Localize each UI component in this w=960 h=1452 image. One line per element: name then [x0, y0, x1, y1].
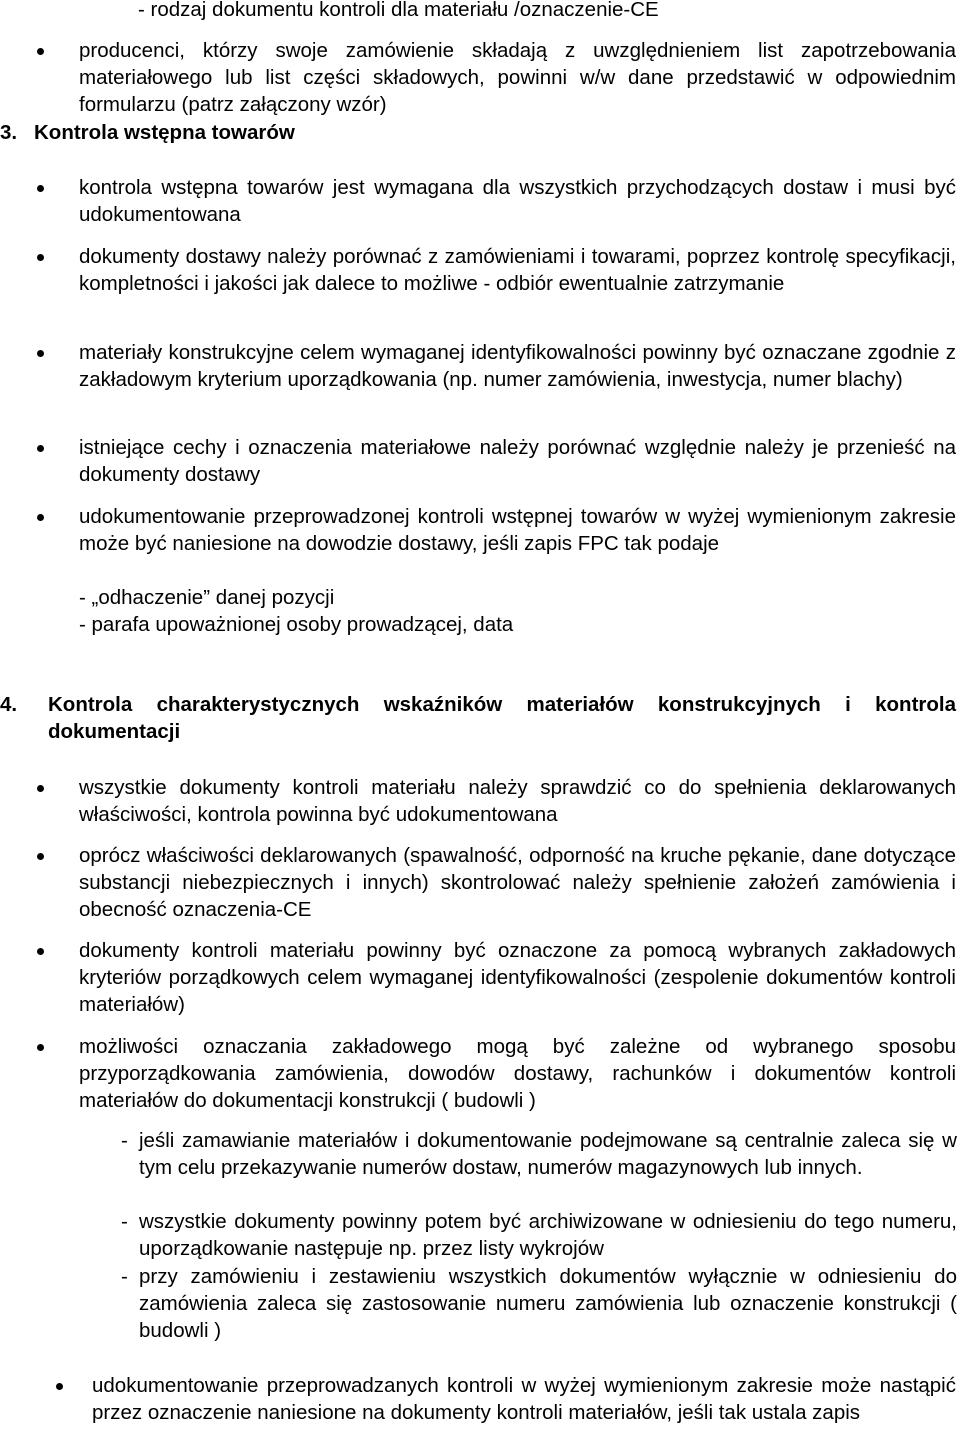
dash-marker: -: [121, 1265, 128, 1288]
list-item: [79, 434, 956, 488]
top-dash-line: - rodzaj dokumentu kontroli dla materiału /oznaczenie-CE: [138, 0, 659, 21]
bullet-icon: [37, 48, 44, 55]
bullet-icon: [37, 445, 44, 452]
sub-list-item: [121, 1127, 957, 1181]
list-item-text: dokumenty kontroli materiału powinny być oznaczone za pomocą wybranych zakładowych kryteriów porządkowych celem wymaganej identyfikowalności (zespolenie dokumentów kontroli materiałów): [79, 939, 956, 1017]
bullet-icon: [37, 948, 44, 955]
section-title: Kontrola charakterystycznych wskaźników materiałów konstrukcyjnych i kontrola dokumentacji: [48, 693, 956, 744]
bullet-icon: [37, 254, 44, 261]
dash-marker: -: [121, 1210, 128, 1233]
sub-list-item: [121, 1263, 957, 1345]
list-item: [79, 1033, 956, 1115]
bullet-icon: [37, 514, 44, 521]
list-item: [92, 1372, 956, 1426]
list-item-text: możliwości oznaczania zakładowego mogą być zależne od wybranego sposobu przyporządkowania zamówienia, dowodów dostawy, rachunków i dokumentów kontroli materiałów do dokumentacji konstrukcji ( budowli ): [79, 1035, 956, 1113]
bullet-text: producenci, którzy swoje zamówienie składają z uwzględnieniem list zapotrzebowania materiałowego lub list części składowych, powinni w/w dane przedstawić w odpowiednim formularzu (patrz załączony wzór): [79, 39, 956, 117]
dash-line: - parafa upoważnionej osoby prowadzącej, data: [79, 613, 514, 637]
sub-list-item-text: jeśli zamawianie materiałów i dokumentowanie podejmowane są centralnie zaleca się w tym celu przekazywanie numerów dostaw, numerów magazynowych lub innych.: [139, 1129, 957, 1180]
sub-list-item: [121, 1208, 957, 1262]
list-item-text: udokumentowanie przeprowadzanych kontroli w wyżej wymienionym zakresie może nastąpić przez oznaczenie naniesione na dokumenty kontroli materiałów, jeśli tak ustala zapis: [92, 1374, 956, 1425]
list-item-text: oprócz właściwości deklarowanych (spawalność, odporność na kruche pękanie, dane dotyczące substancji niebezpiecznych i innych) skontrolować należy spełnienie założeń zamówienia i obecność oznaczenia-CE: [79, 844, 956, 922]
bullet-producers: [79, 37, 956, 119]
section-number: 4.: [0, 693, 18, 716]
list-item: [79, 774, 956, 828]
list-item-text: materiały konstrukcyjne celem wymaganej identyfikowalności powinny być oznaczane zgodnie z zakładowym kryterium uporządkowania (np. numer zamówienia, inwestycja, numer blachy): [79, 341, 956, 392]
list-item-text: istniejące cechy i oznaczenia materiałowe należy porównać względnie należy je przenieść na dokumenty dostawy: [79, 436, 956, 487]
sub-list-item-text: wszystkie dokumenty powinny potem być archiwizowane w odniesieniu do tego numeru, uporządkowanie następuje np. przez listy wykrojów: [139, 1210, 957, 1261]
list-item: [79, 937, 956, 1019]
list-item-text: kontrola wstępna towarów jest wymagana dla wszystkich przychodzących dostaw i musi być udokumentowana: [79, 176, 956, 227]
list-item-text: udokumentowanie przeprowadzonej kontroli wstępnej towarów w wyżej wymienionym zakresie może być naniesione na dowodzie dostawy, jeśli zapis FPC tak podaje: [79, 505, 956, 556]
list-item: [79, 174, 956, 228]
list-item-text: wszystkie dokumenty kontroli materiału należy sprawdzić co do spełnienia deklarowanych właściwości, kontrola powinna być udokumentowana: [79, 776, 956, 827]
dash-line: - „odhaczenie” danej pozycji: [79, 586, 335, 609]
sub-list-item-text: przy zamówieniu i zestawieniu wszystkich dokumentów wyłącznie w odniesieniu do zamówienia zaleca się zastosowanie numeru zamówienia lub oznaczenie konstrukcji ( budowli ): [139, 1265, 957, 1343]
bullet-icon: [56, 1383, 63, 1390]
bullet-icon: [37, 1044, 44, 1051]
list-item: [79, 243, 956, 297]
bullet-icon: [37, 185, 44, 192]
list-item: [79, 503, 956, 557]
bullet-icon: [37, 853, 44, 860]
section-title: Kontrola wstępna towarów: [34, 121, 295, 144]
dash-lines: [79, 584, 939, 638]
bullet-icon: [37, 350, 44, 357]
list-item: [79, 339, 956, 393]
section-number: 3.: [0, 121, 18, 144]
list-item: [79, 842, 956, 924]
section-4-heading: [0, 691, 956, 745]
dash-marker: -: [121, 1129, 128, 1152]
list-item-text: dokumenty dostawy należy porównać z zamówieniami i towarami, poprzez kontrolę specyfikacji, kompletności i jakości jak dalece to możliwe - odbiór ewentualnie zatrzymanie: [79, 245, 956, 296]
bullet-icon: [37, 785, 44, 792]
